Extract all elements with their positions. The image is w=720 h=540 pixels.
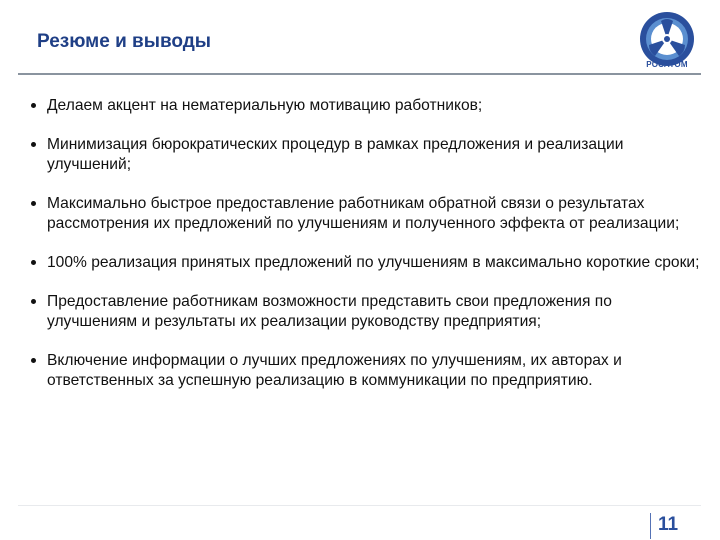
bullet-item-1: Делаем акцент на нематериальную мотивацию работников;	[30, 96, 700, 116]
bullet-item-5: Предоставление работникам возможности представить свои предложения по улучшениям и результаты их реализации руководству предприятия;	[30, 292, 700, 332]
logo-wordmark: РОСАТОМ	[646, 60, 688, 69]
bullet-item-3: Максимально быстрое предоставление работникам обратной связи о результатах рассмотрения их предложений по улучшениям и полученного эффекта от реализации;	[30, 194, 700, 234]
rosatom-logo-icon	[639, 11, 695, 67]
footer-divider	[18, 505, 701, 506]
page-number-divider	[650, 513, 651, 539]
page-number: 11	[658, 514, 679, 535]
bullet-list	[30, 96, 700, 391]
bullet-item-6: Включение информации о лучших предложениях по улучшениям, их авторах и ответственных за успешную реализацию в коммуникации по предприятию.	[30, 351, 700, 391]
bullet-item-2: Минимизация бюрократических процедур в рамках предложения и реализации улучшений;	[30, 135, 700, 175]
title-divider	[18, 73, 701, 75]
bullet-item-4: 100% реализация принятых предложений по улучшениям в максимально короткие сроки;	[30, 253, 700, 273]
page-title: Резюме и выводы	[37, 31, 212, 52]
